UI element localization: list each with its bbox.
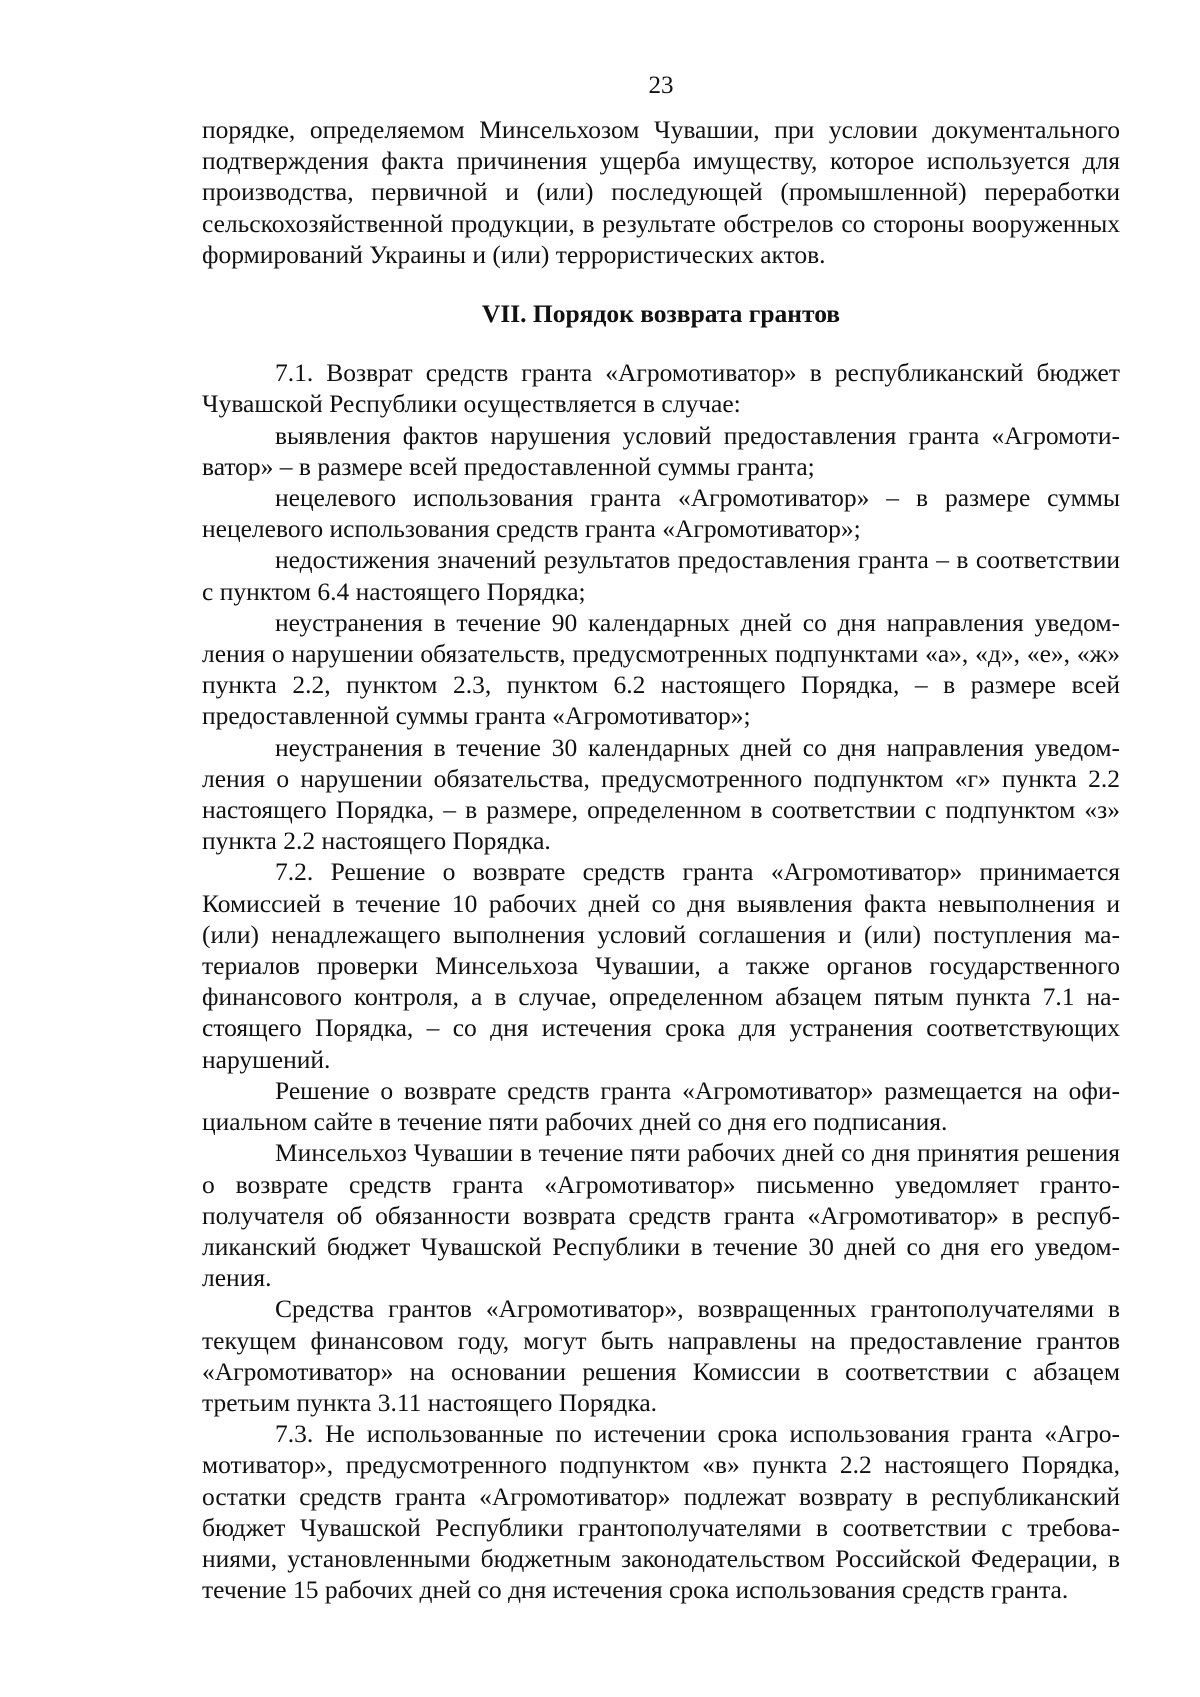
intro-paragraph: порядке, определяемом Минсельхозом Чувашии, при условии документального подтверждения факта причинения ущерба имуществу, которое используется для производства, первичной и (или) последующей (промышленной) переработки сельскохозяйственной продукции, в результате обстрелов со стороны вооруженных формирований Украины и (или) террористических актов. — [202, 115, 1120, 269]
paragraph-30-days: неустранения в течение 30 календарных дней со дня направления уведомления о нарушении обязательства, предусмотренного подпунктом «г» пункта 2.2 настоящего Порядка, – в размере, определенном в соответствии с подпунктом «з» пункта 2.2 настоящего Порядка. — [202, 732, 1120, 856]
paragraph-90-days: неустранения в течение 90 календарных дней со дня направления уведомления о нарушении обязательств, предусмотренных подпунктами «а», «д», «е», «ж» пункта 2.2, пунктом 2.3, пунктом 6.2 настоящего Порядка, – в размере всей предоставленной суммы гранта «Агромотиватор»; — [202, 607, 1120, 731]
section-heading: VII. Порядок возврата грантов — [481, 299, 841, 329]
paragraph-decision-publication: Решение о возврате средств гранта «Агромотиватор» размещается на официальном сайте в течение пяти рабочих дней со дня его подписания. — [202, 1075, 1120, 1137]
paragraph-notification: Минсельхоз Чувашии в течение пяти рабочих дней со дня принятия решения о возврате средств гранта «Агромотиватор» письменно уведомляет грантополучателя об обязанности возврата средств гранта «Агромотиватор» в республиканский бюджет Чувашской Республики в течение 30 дней со дня его уведомления. — [202, 1138, 1120, 1293]
paragraph-7-1: 7.1. Возврат средств гранта «Агромотиватор» в республиканский бюджет Чувашской Республики осуществляется в случае: — [202, 358, 1120, 419]
paragraph-returned-funds: Средства грантов «Агромотиватор», возвращенных грантополучателями в текущем финансовом году, могут быть направлены на предоставление грантов «Агромотиватор» на основании решения Комиссии в соответствии с абзацем третьим пункта 3.11 настоящего Порядка. — [202, 1294, 1120, 1417]
paragraph-results-not-achieved: недостижения значений результатов предоставления гранта – в соответствии с пунктом 6.4 настоящего Порядка; — [202, 545, 1120, 606]
document-body — [202, 114, 1120, 1605]
paragraph-violation-conditions: выявления фактов нарушения условий предоставления гранта «Агромотиватор» – в размере всей предоставленной суммы гранта; — [202, 420, 1120, 481]
paragraph-7-2: 7.2. Решение о возврате средств гранта «Агромотиватор» принимается Комиссией в течение 10 рабочих дней со дня выявления факта невыполнения и (или) ненадлежащего выполнения условий соглашения и (или) поступления материалов проверки Минсельхоза Чувашии, а также органов государственного финансового контроля, а в случае, определенном абзацем пятым пункта 7.1 настоящего Порядка, – со дня истечения срока для устранения соответствующих нарушений. — [202, 857, 1120, 1074]
page-number: 23 — [648, 72, 674, 99]
paragraph-7-3: 7.3. Не использованные по истечении срока использования гранта «Агромотиватор», предусмотренного подпунктом «в» пункта 2.2 настоящего Порядка, остатки средств гранта «Агромотиватор» подлежат возврату в республиканский бюджет Чувашской Республики грантополучателями в соответствии с требованиями, установленными бюджетным законодательством Российской Федерации, в течение 15 рабочих дней со дня истечения срока использования средств гранта. — [202, 1419, 1120, 1605]
paragraph-misuse: нецелевого использования гранта «Агромотиватор» – в размере суммы нецелевого использования средств гранта «Агромотиватор»; — [202, 483, 1120, 544]
